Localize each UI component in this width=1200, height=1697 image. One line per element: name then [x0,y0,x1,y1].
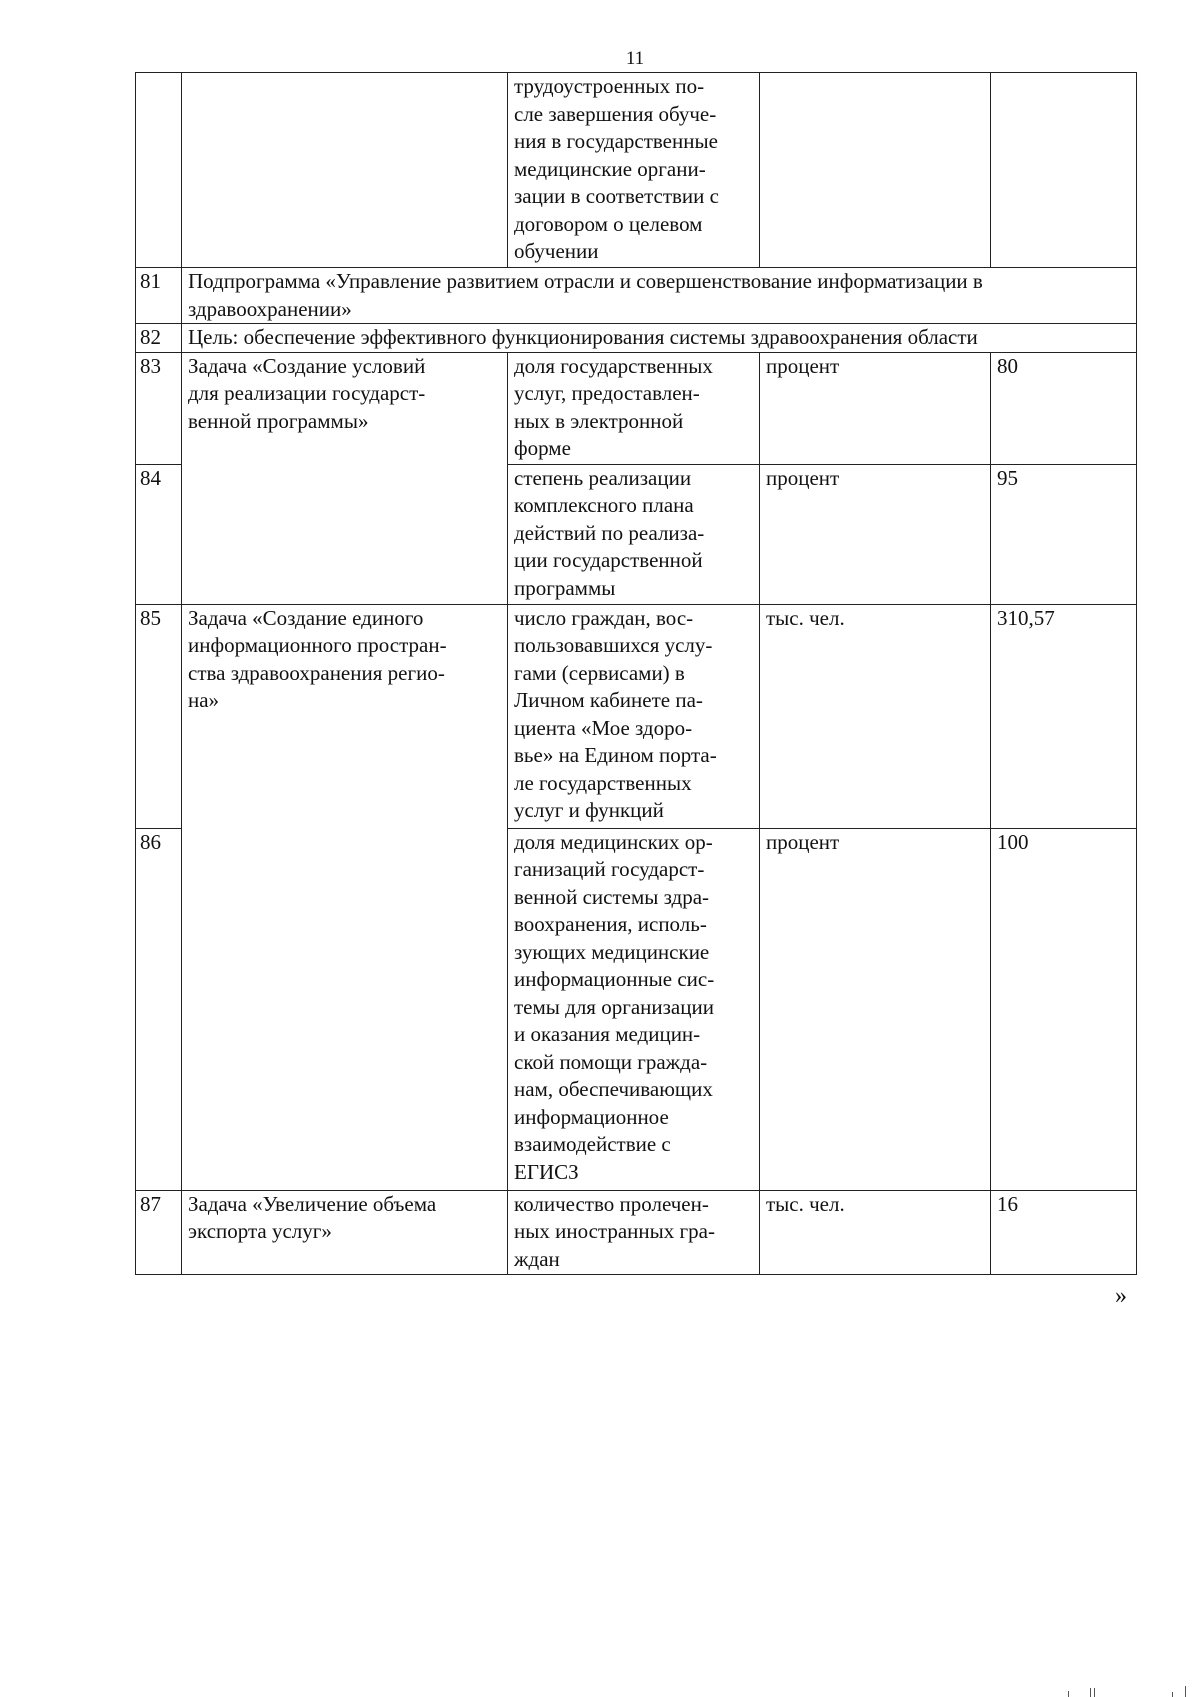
indicators-table [135,72,1137,1275]
value-cell: 95 [991,464,1137,604]
table-row-83 [136,352,1137,464]
task-cell [182,604,508,1190]
indicator-cell [508,352,760,464]
unit-cell: тыс. чел. [760,1190,991,1274]
row-number: 85 [136,604,182,828]
row-number: 87 [136,1190,182,1274]
unit-cell: тыс. чел. [760,604,991,828]
subprogram-title: Подпрограмма «Управление развитием отрасли и совершенствование информатизации в здравоохранении» [182,268,1137,324]
table-row-85 [136,604,1137,828]
row-number-cell [136,73,182,268]
value-cell [991,73,1137,268]
indicator-text: степень реализации комплексного плана действий по реализа- ции государственной программы [514,465,705,600]
indicator-text: трудоустроенных по- сле завершения обуче- ния в государственные медицинские органи- зации в соответствии с договором о целевом обучении [514,74,719,263]
unit-cell: процент [760,352,991,464]
row-number: 81 [136,268,182,324]
row-number: 84 [136,464,182,604]
task-cell [182,352,508,604]
value-cell: 310,57 [991,604,1137,828]
row-number: 83 [136,352,182,464]
closing-quote: » [1115,1283,1127,1309]
task-cell [182,73,508,268]
row-number: 82 [136,324,182,353]
table-row-81 [136,268,1137,324]
value-cell: 80 [991,352,1137,464]
indicator-text: число граждан, вос- пользовавшихся услу- гами (сервисами) в Личном кабинете па- циента «Мое здоро- вье» на Едином порта- ле государственных услуг и функций [514,605,717,822]
unit-cell [760,73,991,268]
indicator-text: доля медицинских ор- ганизаций государст- венной системы здра- воохранения, исполь- зующих медицинские информационные сис- темы для организации и оказания медицин- ской помощи гражда- нам, обеспечивающих информационное взаимодействие с ЕГИСЗ [514,829,715,1184]
indicator-text: доля государственных услуг, предоставлен- ных в электронной форме [514,353,713,460]
unit-cell: процент [760,828,991,1190]
indicator-cell [508,1190,760,1274]
table-row-continuation [136,73,1137,268]
indicator-text: количество пролечен- ных иностранных гра- ждан [514,1191,715,1271]
task-text: Задача «Создание единого информационного простран- ства здравоохранения регио- на» [188,605,447,712]
page-number: 11 [625,48,645,69]
task-text: Задача «Увеличение объема экспорта услуг» [188,1191,437,1243]
indicator-cell [508,464,760,604]
task-cell [182,1190,508,1274]
value-cell: 100 [991,828,1137,1190]
scan-artifact-marks [1050,1683,1200,1697]
indicator-cell [508,828,760,1190]
row-number: 86 [136,828,182,1190]
unit-cell: процент [760,464,991,604]
indicator-cell [508,604,760,828]
table-row-87 [136,1190,1137,1274]
table-row-82 [136,324,1137,353]
value-cell: 16 [991,1190,1137,1274]
goal-text: Цель: обеспечение эффективного функционирования системы здравоохранения области [182,324,1137,353]
indicator-cell [508,73,760,268]
task-text: Задача «Создание условий для реализации государст- венной программы» [188,353,426,433]
